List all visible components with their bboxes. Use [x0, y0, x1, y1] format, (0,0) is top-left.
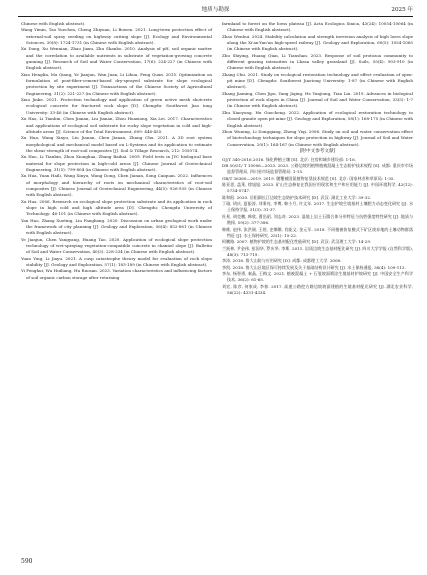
- reference-entry: Chinese with English abstract).: [21, 21, 86, 26]
- right-column-references: [222, 21, 413, 296]
- reference-entry: 柯鹏路. 2007. 植物护坡的生态基材配化性能研究 [D]. 武汉: 武汉理工大学: 14-29.: [222, 239, 372, 245]
- reference-entry: Ye Jianjun, Chen Yangyang, Huang Tao. 2020. Application of ecological slope protection technology of wet-spraying vegetation-compatible concrete in channel slope [J]. Bulletin of Soil and Water Conservation, 40(3): 228-234 (in Chinese with English abstract).: [21, 236, 212, 255]
- reference-entry: Yan Hao, Zhang Xueting, Liu Fangliang. 2020. Discussion on urban geological work under the framework of city planning [J]. Geology and Exploration, 56(4): 852-861 (in Chinese with English abstract).: [21, 217, 212, 236]
- left-column-references: [21, 21, 212, 281]
- journal-title: 地质与勘探: [201, 7, 230, 13]
- reference-entry: 李凯. 2018. 鲁大山区地区保可持续发展及关于基础结构设计研究 [J]. 水土保持通报, 38(4): 109-113.: [222, 264, 406, 270]
- page-number: 590: [21, 558, 33, 565]
- reference-entry: 丁瑜, 胡庆, 夏振涛, 刘秉亮, 李博, 韩小月, 许文年. 2017. 生态护坡生境基材土壤肥力动态变化研究 [J]. 水土保持学报, 31(3): 31-37.: [222, 201, 413, 213]
- reference-entry: Zhou Wuning, Li Dongqiang, Zheng Yiqi. 2006. Study on soil and water conservation effect of biotechnology techniques for slope protection in highway [J]. Journal of Soil and Water Conservation, 20(1): 164-167 (in Chinese with English abstract).: [222, 128, 413, 147]
- reference-entry: Xu Hua. 2006. Research on ecological slope protection substrate and its application in rock slope in high cold and high altitude area [D]. Chengdu: Chengdu University of Technology: 46-101 (in Chinese with English abstract).: [21, 198, 212, 217]
- reference-entry: 陈亚思, 盖莱, 徐旭旭. 2023. 矿山生态修复在我国应用现状和生产和应用能力 [J]. 中国环境科学, 42(12): 5734-5747.: [222, 182, 413, 194]
- english-references: [222, 21, 413, 148]
- reference-entry: 李东, 杨智勇, 秦晶, 王梅文. 2021. 植被混凝土 + 石笼坡面喷涂生境基材护坡研究 [J]. 中国安全生产科学技术, 36(2): 61-65.: [222, 270, 413, 283]
- reference-entry: Zhu Shiying, Huang Qian, Li Tianshan. 2023. Response of soil protozoa community to different grazing intensities in Lhasa valley grassland [J]. Soils, 55(4): 903-910 (in Chinese with English abstract).: [222, 52, 413, 71]
- reference-entry: 陈和阳. 2020. 岳阳湖长江边坡生态防护技术研究 [D]. 武汉: 湖北工业大学: 39-32.: [222, 194, 372, 200]
- header-year: 2025 年: [391, 7, 413, 13]
- reference-entry: Zhang Chu. 2021. Study on ecological restoration technology and effect evaluation of open-pit mine [D]. Chengdu: Southwest Jiaotong University: 1-87 (in Chinese with English abstract).: [222, 71, 413, 90]
- reference-entry: GJ/T 340-2016.2016. 绿化种植土壤 [S]. 北京: 住房和城乡建设部: 1-16.: [222, 156, 356, 162]
- reference-entry: Yi Penghui, Wu Huiliang, Hu Ruosan. 2023. Variation characteristics and influencing factors of soil organic carbon storage after returning: [21, 268, 212, 280]
- reference-entry: Xu Dong, Xu Wennian, Zhao Jiaxu, Zhu Shanbo. 2010. Analysis of pH, soil organic matter and the correlation to available nutrients in substrate of vegetation-growing concrete gunning [J]. Research of Soil and Water Conservation, 17(6): 224-227 (in Chinese with English abstract).: [21, 46, 212, 71]
- chinese-references: [222, 157, 413, 297]
- reference-entry: 刘宏, 陈彦, 何家成, 李春. 2017. 高速公路挖方路边坡坡面建植的生境基材配比研究 [J]. 湖北农业科学, 56(22): 4331-4334.: [222, 283, 413, 295]
- reference-entry: Zhu Xiaoyong, Hu Guocheng. 2022. Application of ecological restoration technology to closed granite open pit mine [J]. Geology and Exploration, 58(1): 168-175 (in Chinese with English abstract).: [222, 109, 413, 128]
- appendix-heading: [附中文参考文献]: [299, 148, 336, 154]
- reference-entry: Zhang Jiaming, Chen Jipu, Yang Jiqing, He Yunjiong, Tian Lin. 2019. Advances in biological protection of rock slopes in China [J]. Journal of Soil and Water Conservation, 33(5): 1-7 (in Chinese with English abstract).: [222, 90, 413, 109]
- reference-entry: 兰跃林, 尹金伟, 彭国华, 罗庆华, 李斯. 2011. 岩质边坡生态基材配比研究 [J]. 四川大学学报 (自然科学版), 48(3): 713-719.: [222, 245, 413, 257]
- reference-entry: Xu Hao, Li Tianbin, Chen Jianan, Liu Jianan, Zhou Huaxiong, Xia Lei. 2017. Characteristics and applications of ecological soil substrate for rocky slope vegetation in cold and high-altitude areas [J]. Science of the Total Environment, 609: 446-455.: [21, 116, 212, 134]
- reference-entry: Xiao Jinke. 2021. Protection technology and application of green active mesh shotcrete ecological concrete for fractured rock slope [D]. Chengdu: Southwest Jiao tong University: 33-46 (in Chinese with English abstract).: [21, 97, 212, 115]
- reference-entry: Xu Hua, Wang Xinyu, Liu Jianan, Chen Jianan, Zhang Chu. 2021. A 3D root system morphological and mechanical model based on L-Systems and its application to estimate the shear strength of root-soil composites [J]. Soil & Tillage Research, 212: 105074.: [21, 135, 212, 153]
- reference-entry: Xiao Henglin, Ma Qiang, Ye Jianjun, Wan Juan, Li Lihua, Peng Quan. 2015. Optimization on formulation of peat-fiber-cement-based dry-sprayed substrate for slope ecological protection by site experiment [J]. Transactions of the Chinese Society of Agricultural Engineering, 31(2): 221-227 (in Chinese with English abstract).: [21, 71, 212, 96]
- reference-entry: Wang Yimin, Tao Yuechen, Cheng Zhiyuan, Li Bowen. 2021. Long-term protection effect of external-soil spray seeding on highway cutting slope [J]. Ecology and Environmental Sciences, 30(8): 1724-1731 (in Chinese with English abstract).: [21, 27, 212, 46]
- reference-entry: farmland to forest on the loess plateau [J]. Acta Ecologica Sinica, 43(24): 10054-10064 (in Chinese with English abstract).: [222, 21, 413, 33]
- running-header: [18, 4, 413, 17]
- reference-entry: DB 50/51/ T 10006—2023. 2023. 公路边坡用植物植被混凝土生态防护技术规程 [S]. 成都: 重庆市市场监督管理局, 四川省市场监督管理局: 1-15.: [222, 163, 413, 175]
- reference-entry: 杜景, 胡克鹏, 韩欣, 曹迅昭, 刘志奇. 2023. 湿地上岩土石圆合体分形特征与抗剪强度特性研究 [J]. 地质与勘探, 59(2): 377-386.: [222, 213, 413, 226]
- reference-entry: Zhao Wenhui. 2024. Stability calculation and strength inversion analysis of high loess slope along the Xi'an-Yan'an high-speed railway [J]. Geology and Exploration, 60(5): 1054-1065 (in Chinese with English abstract).: [222, 33, 413, 52]
- reference-entry: 李涛. 2018. 鲁大山防与应用研究 [D]. 成都: 成都理工大学. 2008.: [222, 258, 342, 264]
- reference-entry: GB/T 36360—2019. 2019. 膜覆被固氮植物复垦技术规范 [S]. 北京: 国家林业和草原局: 1-35.: [222, 175, 395, 181]
- reference-entry: Xu Hua, Yuan Haili, Wang Xinyu, Wang Dong, Chen Jianan, Song Caiquan. 2022. Influences of morphology and hierarchy of roots on mechanical characteristics of root-soil composites [J]. Chinese Journal of Geotechnical Engineering, 44(5): 926-935 (in Chinese with English abstract).: [21, 173, 212, 198]
- reference-entry: 韩维, 赵伟, 张洪刚, 王煜, 史娜娜, 肖能文, 金元军. 2018. 不同植被恢复模式下矿区废弃地的土壤动物群落特征 [J]. 水土保持研究, 25(1): 15-22.: [222, 226, 413, 238]
- reference-entry: Xu Hao, Li Tianbin, Zhou Xionghua, Zhang Baihai. 2009. Field tests in JYC biological base material for slope protection in high-cold areas [J]. Chinese Journal of Geotechnical Engineering, 31(5): 799-804 (in Chinese with English abstract).: [21, 154, 212, 172]
- reference-entry: Yuan Ying, Li Jiayu. 2021. A cusp catastrophe theory model for evaluation of rock slope stability [J]. Geology and Exploration, 57(1): 183-189 (in Chinese with English abstract).: [21, 255, 212, 268]
